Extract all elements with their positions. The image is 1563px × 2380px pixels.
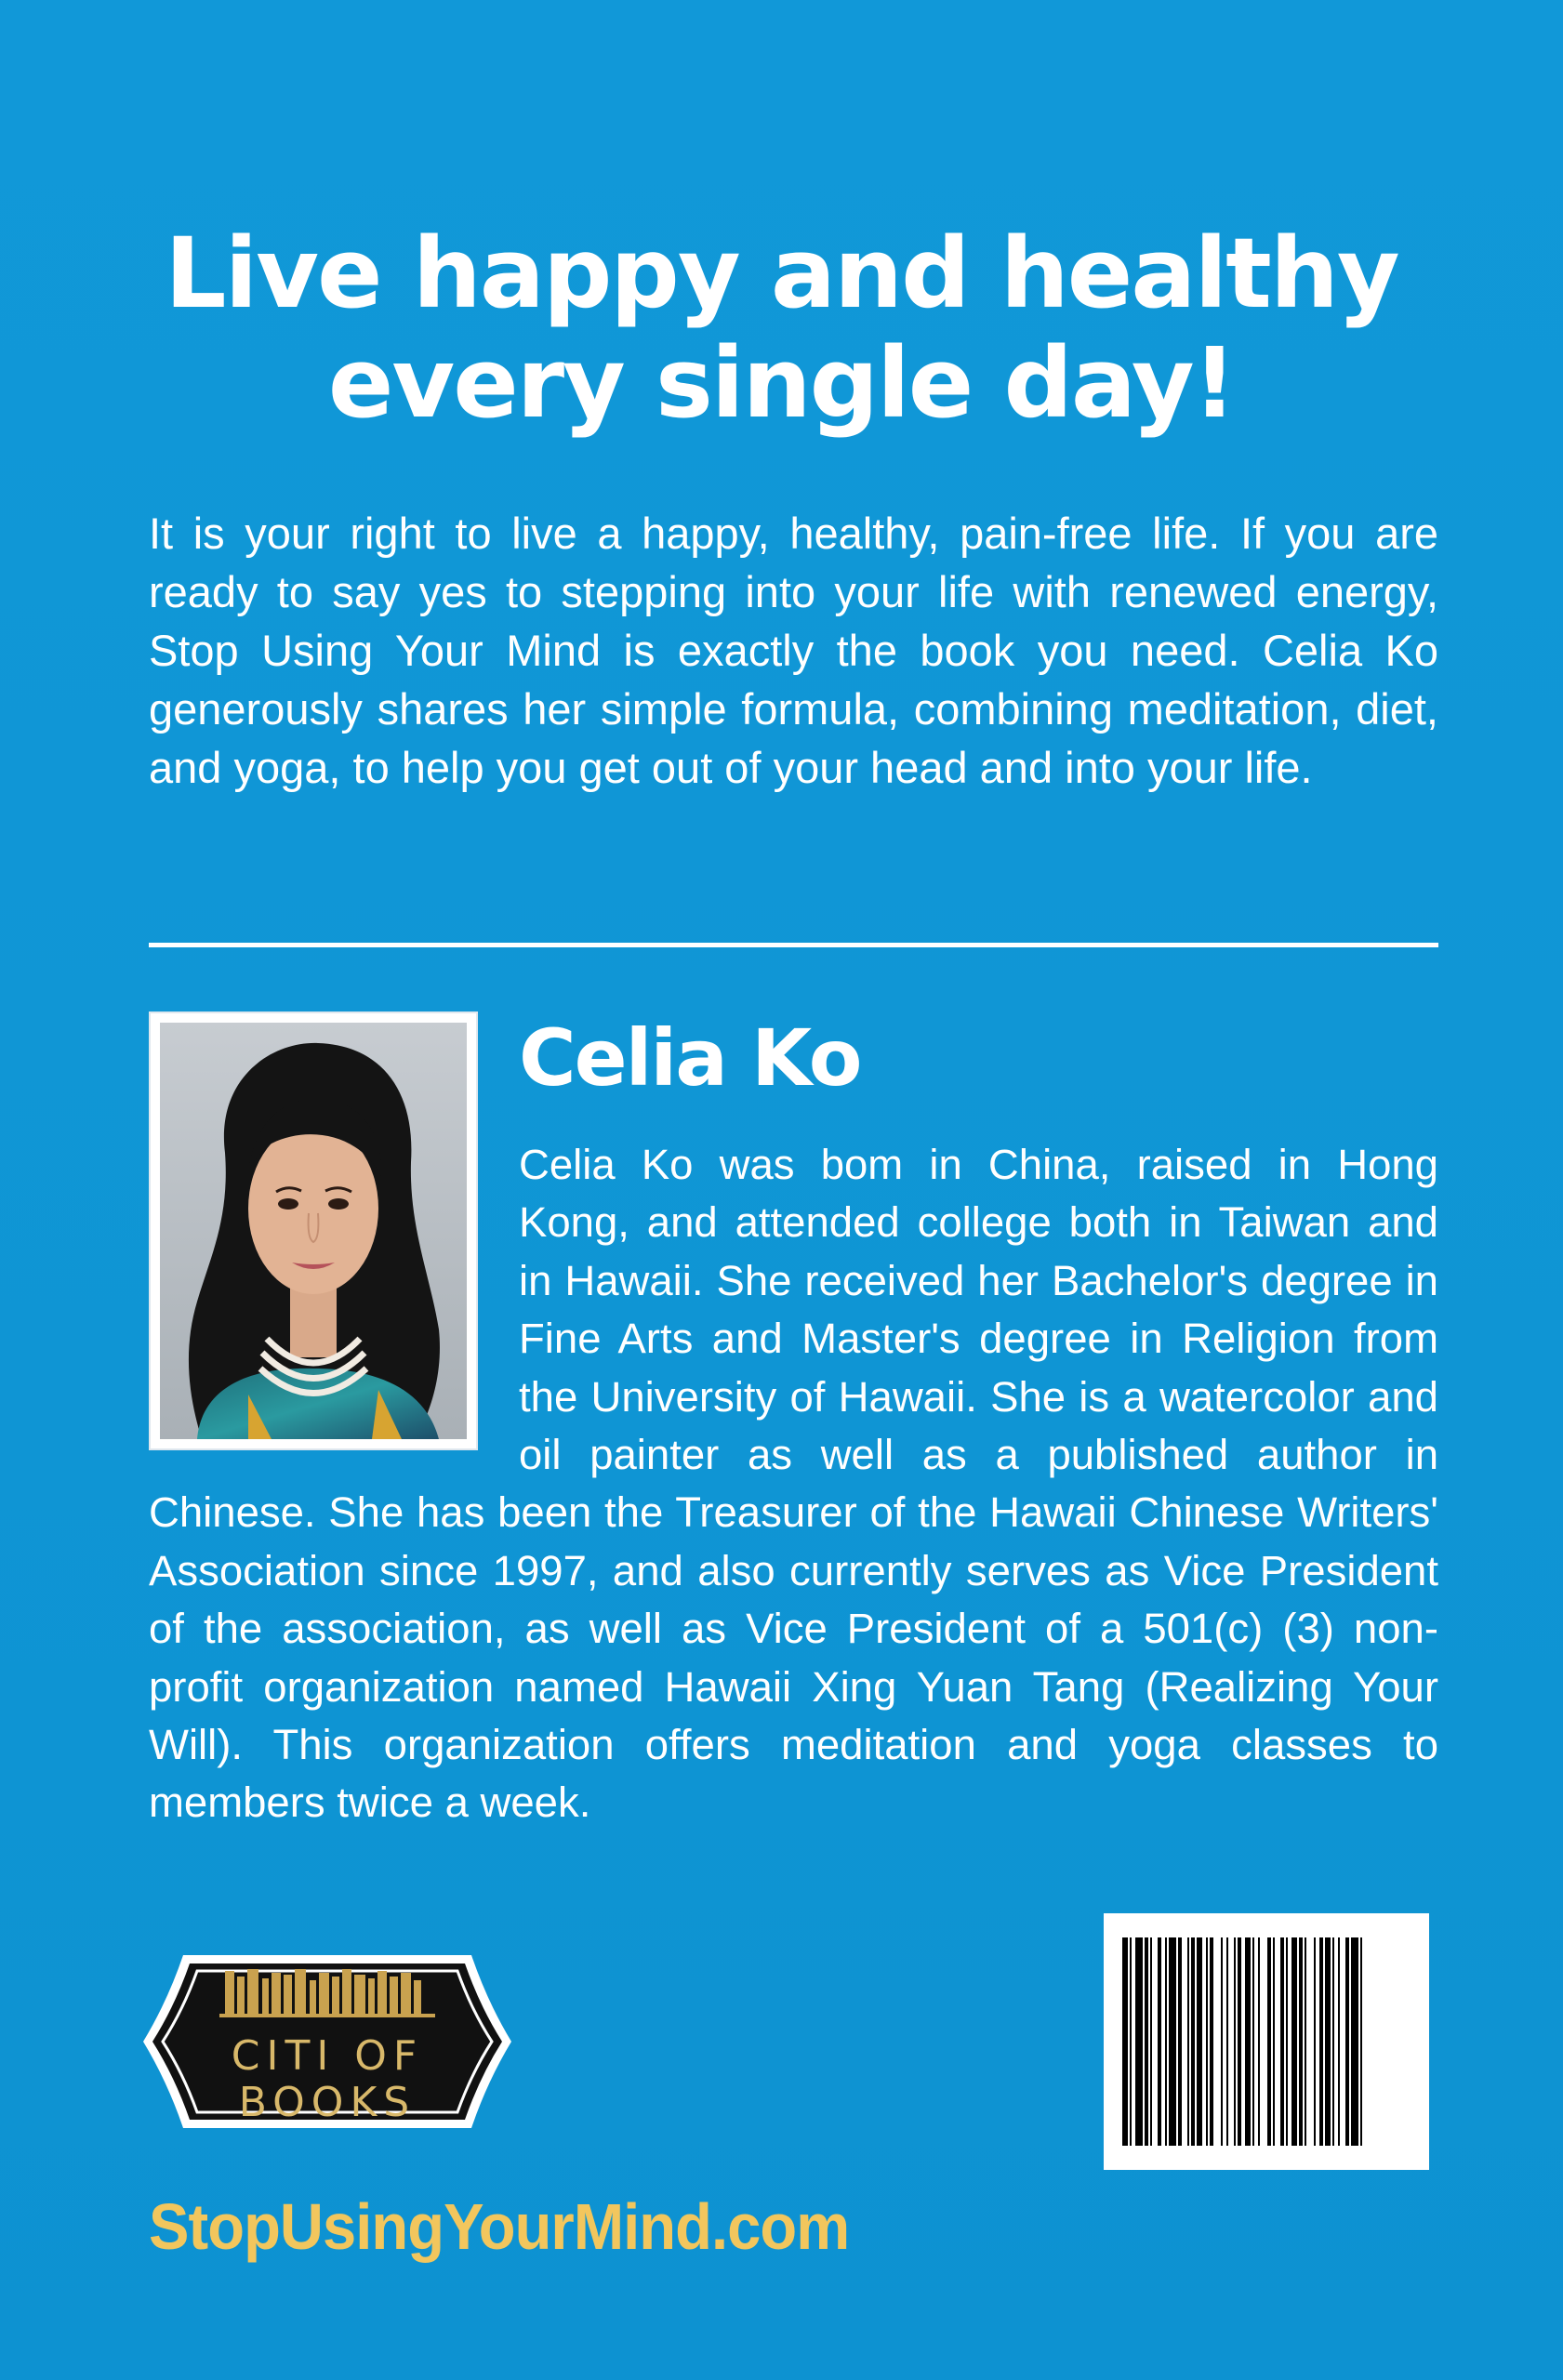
barcode-icon <box>1104 1913 1429 2170</box>
book-blurb: It is your right to live a happy, healthy, pain-free life. If you are ready to say yes to stepping into your life with renewed energy, Stop Using Your Mind is exactly the book you need. Celia Ko generously shares her simple formula, combining meditation, diet, and yoga, to help you get out of your head and into your life. <box>149 509 1438 792</box>
publisher-logo <box>141 1913 513 2170</box>
author-bio-block <box>149 1136 1438 1832</box>
website-url[interactable]: StopUsingYourMind.com <box>149 2190 850 2263</box>
headline <box>0 218 1563 438</box>
author-bio: Celia Ko was bom in China, raised in Hong Kong, and attended college both in Taiwan and in Hawaii. She received her Bachelor's degree in Fine Arts and Master's degree in Religion from the University of Hawaii. She is a watercolor and oil painter as well as a published author in Chinese. She has been the Treasurer of the Hawaii Chinese Writers' Association since 1997, and also currently serves as Vice President of the association, as well as Vice President of a 501(c) (3) non-profit organization named Hawaii Xing Yuan Tang (Realizing Your Will). This organization offers meditation and yoga classes to members twice a week. <box>149 1141 1438 1827</box>
section-divider <box>149 943 1438 947</box>
publisher-name-line-2: BOOKS <box>238 2079 417 2126</box>
barcode <box>1104 1913 1429 2170</box>
photo-wrap-spacer <box>149 1136 519 1484</box>
headline-line-2: every single day! <box>327 326 1236 440</box>
headline-line-1: Live happy and healthy <box>165 217 1398 330</box>
author-name: Celia Ko <box>519 1012 861 1104</box>
publisher-name-line-1: CITI OF <box>231 2032 424 2080</box>
